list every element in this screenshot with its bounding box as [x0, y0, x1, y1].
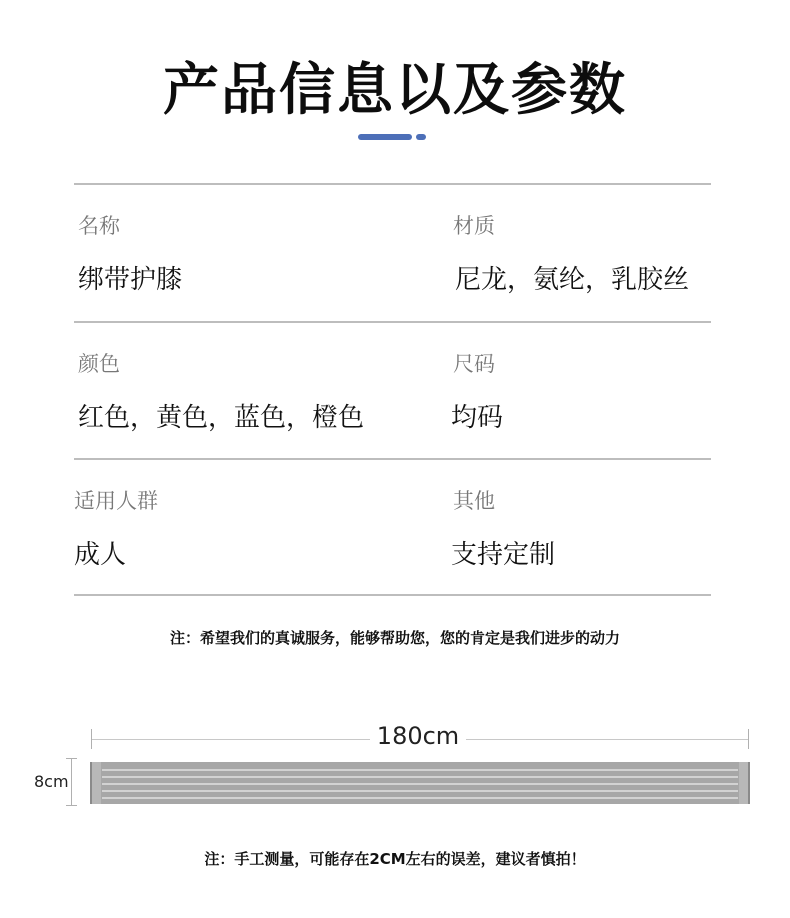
strap-stripe	[102, 790, 738, 792]
width-tick-top	[66, 758, 77, 759]
strap-illustration	[90, 762, 750, 804]
spec-label: 材质	[453, 214, 495, 238]
spec-value: 尼龙，氨纶，乳胶丝	[455, 265, 690, 295]
title-accent-dot	[416, 134, 426, 140]
spec-label: 适用人群	[74, 489, 158, 513]
strap-stripe	[102, 797, 738, 799]
length-label: 180cm	[370, 722, 466, 750]
strap-end-left	[92, 762, 101, 804]
divider-row-2	[74, 458, 711, 460]
strap-stripe	[102, 776, 738, 778]
divider-row-1	[74, 321, 711, 323]
divider-bottom	[74, 594, 711, 596]
spec-value: 红色，黄色，蓝色，橙色	[78, 403, 365, 433]
width-dimension-line	[71, 758, 72, 806]
page-title: 产品信息以及参数	[163, 58, 627, 123]
spec-label: 名称	[78, 214, 120, 238]
length-tick-left	[91, 729, 92, 749]
divider-top	[74, 183, 711, 185]
spec-label: 其他	[453, 489, 495, 513]
spec-label: 尺码	[453, 352, 495, 376]
spec-value: 成人	[74, 540, 127, 570]
service-note: 注：希望我们的真诚服务，能够帮助您，您的肯定是我们进步的动力	[169, 629, 620, 647]
spec-value: 支持定制	[451, 540, 556, 570]
spec-label: 颜色	[78, 352, 120, 376]
strap-stripe	[102, 783, 738, 785]
strap-end-right	[739, 762, 748, 804]
width-label: 8cm	[34, 772, 69, 791]
spec-value: 绑带护膝	[78, 265, 183, 295]
strap-stripe	[102, 769, 738, 771]
width-tick-bottom	[66, 805, 77, 806]
measurement-note: 注：手工测量，可能存在2CM左右的误差，建议者慎拍！	[204, 850, 586, 868]
length-tick-right	[748, 729, 749, 749]
spec-value: 均码	[451, 403, 504, 433]
title-accent-bar	[358, 134, 412, 140]
